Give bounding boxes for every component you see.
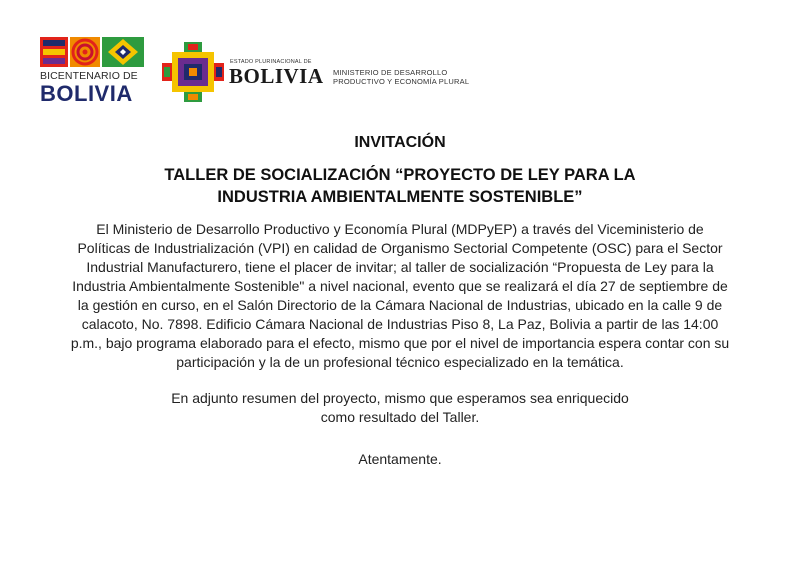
estado-big-text: BOLIVIA <box>229 64 324 88</box>
invitation-document <box>60 132 740 469</box>
document-subtitle <box>60 164 740 208</box>
bicentenario-logo <box>40 37 144 107</box>
attachment-line-2: como resultado del Taller. <box>320 409 480 425</box>
bicentenario-emblem-icon <box>40 37 144 67</box>
estado-small-text: ESTADO PLURINACIONAL DE <box>230 59 312 65</box>
document-title: INVITACIÓN <box>354 134 446 151</box>
ministerio-line-2: PRODUCTIVO Y ECONOMÍA PLURAL <box>333 77 470 86</box>
subtitle-line-2: INDUSTRIA AMBIENTALMENTE SOSTENIBLE” <box>217 188 583 206</box>
bicentenario-small-text: BICENTENARIO DE <box>40 70 138 82</box>
ministerio-name <box>333 68 469 86</box>
chakana-emblem-icon <box>162 42 224 102</box>
bicentenario-big-text: BOLIVIA <box>40 81 133 106</box>
estado-plurinacional-logo <box>162 42 342 102</box>
invitation-paragraph: El Ministerio de Desarrollo Productivo y Economía Plural (MDPyEP) a través del Viceministerio de Políticas de Industrialización (VPI) en calidad de Organismo Sectorial Competente (OSC) para el Sector Industrial Manufacturero, tiene el placer de invitar; al taller de socialización “Propuesta de Ley para la Industria Ambientalmente Sostenible" a nivel nacional, evento que se realizará el día 27 de septiembre de la gestión en curso, en el Salón Directorio de la Cámara Nacional de Industrias, ubicado en la calle 9 de calacoto, No. 7898. Edificio Cámara Nacional de Industrias Piso 8, La Paz, Bolivia a partir de las 14:00 p.m., bajo programa elaborado para el efecto, mismo que por el nivel de importancia espera contar con su participación y la de un profesional técnico especializado en la temática. <box>70 221 730 370</box>
attachment-line-1: En adjunto resumen del proyecto, mismo que esperamos sea enriquecido <box>171 390 629 406</box>
letterhead <box>0 0 800 110</box>
subtitle-line-1: TALLER DE SOCIALIZACIÓN “PROYECTO DE LEY PARA LA <box>164 166 636 184</box>
ministerio-line-1: MINISTERIO DE DESARROLLO <box>333 68 448 77</box>
closing-salutation: Atentamente. <box>358 451 442 467</box>
attachment-paragraph <box>60 389 740 427</box>
